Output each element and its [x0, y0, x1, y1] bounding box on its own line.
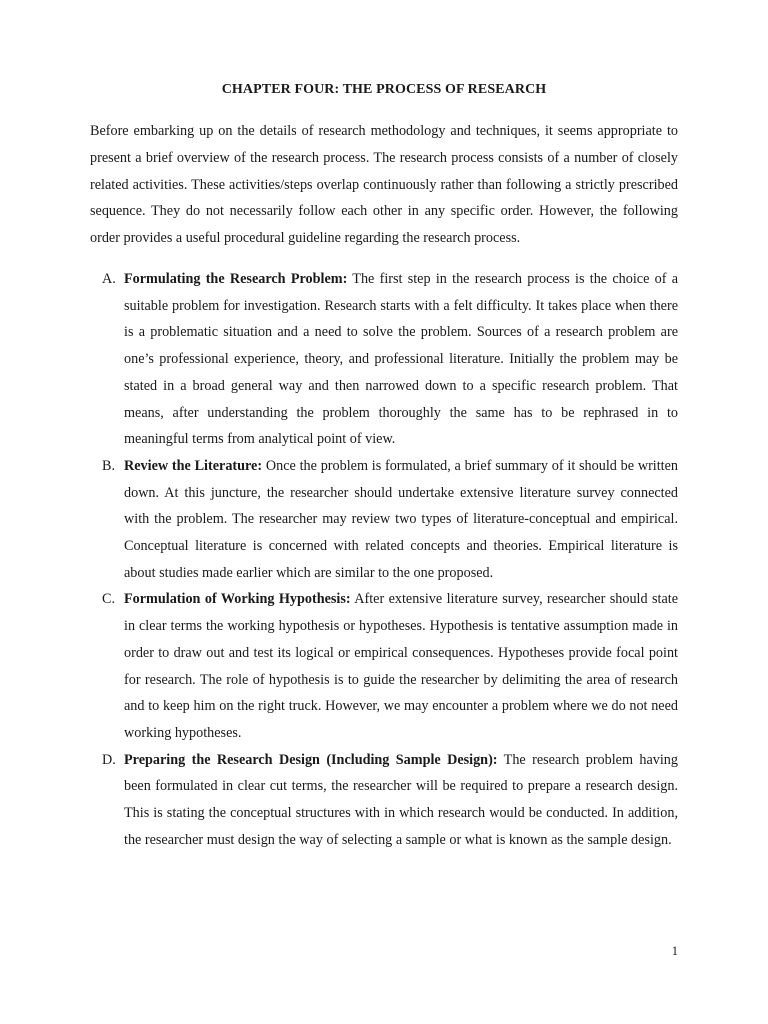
list-item-text: Once the problem is formulated, a brief summary of it should be written down. At this juncture, the researcher should undertake extensive literature survey connected with the problem. The researcher may review two types of literature-conceptual and empirical. Conceptual literature is concerned with related concepts and theories. Empirical literature is about studies made earlier which are similar to the one proposed. — [124, 457, 679, 581]
intro-paragraph: Before embarking up on the details of research methodology and techniques, it seems appropriate to present a brief overview of the research process. The research process consists of a number of closely related activities. These activities/steps overlap continuously rather than following a strictly prescribed sequence. They do not necessarily follow each other in any specific order. However, the following order provides a useful procedural guideline regarding the research process. — [90, 123, 678, 247]
list-item — [90, 453, 678, 587]
chapter-title: CHAPTER FOUR: THE PROCESS OF RESEARCH — [221, 82, 547, 97]
list-item-heading: Preparing the Research Design (Including Sample Design): — [124, 751, 498, 768]
document-page — [90, 79, 678, 853]
page-number: 1 — [671, 944, 678, 958]
list-item — [90, 266, 678, 453]
list-item-text: After extensive literature survey, researcher should state in clear terms the working hypothesis or hypotheses. Hypothesis is tentative assumption made in order to draw out and test its logical or empirical consequences. Hypotheses provide focal point for research. The role of hypothesis is to guide the researcher by delimiting the area of research and to keep him on the right truck. However, we may encounter a problem where we do not need working hypotheses. — [124, 591, 678, 741]
list-item-text: The first step in the research process is the choice of a suitable problem for investigation. Research starts with a felt difficulty. It takes place when there is a problematic situation and a need to solve the problem. Sources of a research problem are one’s professional experience, theory, and professional literature. Initially the problem may be stated in a broad general way and then narrowed down to a specific research problem. That means, after understanding the problem thoroughly the same has to be rephrased in to meaningful terms from analytical point of view. — [124, 270, 678, 448]
list-item — [90, 747, 678, 854]
list-item-heading: Formulating the Research Problem: — [124, 270, 348, 287]
list-item-letter: C. — [102, 591, 116, 608]
list-item-text: The research problem having been formulated in clear cut terms, the researcher will be required to prepare a research design. This is stating the conceptual structures with in which research would be conducted. In addition, the researcher must design the way of selecting a sample or what is known as the sample design. — [124, 751, 678, 848]
list-item-letter: B. — [102, 457, 116, 474]
research-steps-list — [90, 266, 678, 853]
list-item-heading: Formulation of Working Hypothesis: — [124, 591, 351, 608]
list-item-letter: A. — [102, 270, 116, 287]
list-item-letter: D. — [102, 751, 116, 768]
list-item — [90, 586, 678, 746]
list-item-heading: Review the Literature: — [124, 457, 263, 474]
